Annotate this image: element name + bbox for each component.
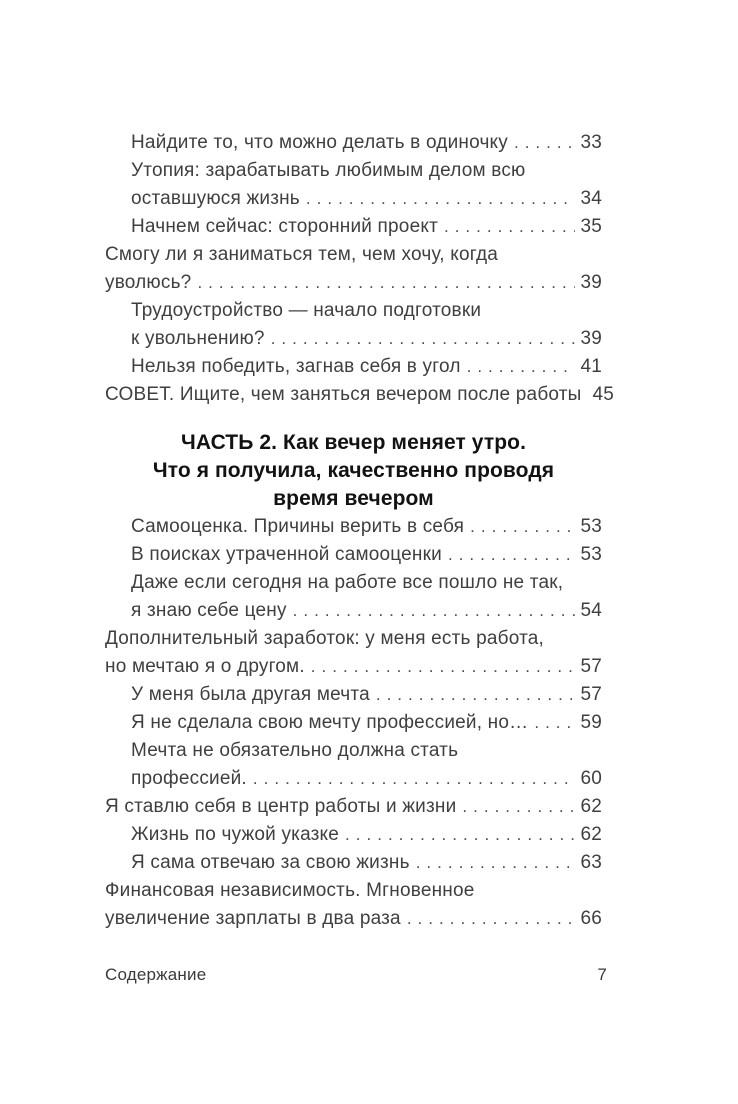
toc-entry-line: [105, 569, 602, 597]
toc-entry-text: Даже если сегодня на работе все пошло не так,: [131, 572, 564, 593]
part-2-heading: [105, 429, 602, 513]
toc-entry-line: [105, 213, 602, 241]
dot-leader: [376, 681, 576, 709]
part-heading-line: Что я получила, качественно проводя: [152, 459, 555, 482]
toc-entry-line: [105, 269, 602, 297]
toc-page-number: 34: [580, 188, 602, 209]
toc-entry-line: [105, 513, 602, 541]
toc-entry-line: [105, 597, 602, 625]
toc-section-1: [105, 129, 615, 409]
toc-entry-line: [105, 681, 602, 709]
dot-leader: [271, 325, 576, 353]
dot-leader: [197, 269, 575, 297]
page-number: 7: [597, 965, 607, 984]
toc-entry-text: В поисках утраченной самооценки: [131, 544, 442, 565]
dot-leader: [345, 821, 575, 849]
toc-entry-text: уволюсь?: [105, 272, 192, 293]
toc-page-number: 59: [580, 712, 602, 733]
toc-page-number: 53: [580, 544, 602, 565]
dot-leader: [470, 513, 575, 541]
toc-entry-line: [105, 157, 602, 185]
toc-page-number: 60: [580, 768, 602, 789]
toc-entry-text: У меня была другая мечта: [131, 684, 370, 705]
toc-entry-line: [105, 241, 602, 269]
toc-entry-line: [105, 793, 602, 821]
toc-entry-line: [105, 653, 602, 681]
toc-section-2: [105, 513, 602, 933]
dot-leader: [311, 653, 576, 681]
toc-entry-text: Начнем сейчас: сторонний проект: [131, 216, 438, 237]
toc-entry-text: оставшуюся жизнь: [131, 188, 300, 209]
toc-page-number: 66: [580, 908, 602, 929]
toc-entry-line: [105, 849, 602, 877]
toc-entry-text: Самооценка. Причины верить в себя: [131, 516, 465, 537]
toc-entry-text: Мечта не обязательно должна стать: [131, 740, 459, 761]
toc-entry-text: Дополнительный заработок: у меня есть работа,: [105, 628, 545, 649]
toc-entry-line: [105, 765, 602, 793]
toc-entry-line: [105, 353, 602, 381]
dot-leader: [514, 129, 575, 157]
toc-page-number: 35: [580, 216, 602, 237]
dot-leader: [448, 541, 576, 569]
toc-entry-line: [105, 821, 602, 849]
toc-page-number: 33: [580, 132, 602, 153]
part-heading-line: ЧАСТЬ 2. Как вечер меняет утро.: [180, 431, 527, 454]
dot-leader: [534, 709, 575, 737]
toc-entry-text: Жизнь по чужой указке: [131, 824, 340, 845]
toc-entry-line: [105, 737, 602, 765]
toc-entry-text: Найдите то, что можно делать в одиночку: [131, 132, 508, 153]
toc-page-number: 62: [580, 824, 602, 845]
dot-leader: [293, 597, 576, 625]
toc-entry-line: [105, 297, 602, 325]
dot-leader: [444, 213, 575, 241]
toc-entry-text: к увольнению?: [131, 328, 265, 349]
dot-leader: [306, 185, 576, 213]
dot-leader: [407, 905, 576, 933]
toc-entry-text: Финансовая независимость. Мгновенное: [105, 880, 475, 901]
toc-page-number: 57: [580, 656, 602, 677]
toc-entry-text: Я сама отвечаю за свою жизнь: [131, 852, 410, 873]
toc-entry-text: Трудоустройство — начало подготовки: [131, 300, 482, 321]
toc-page-number: 53: [580, 516, 602, 537]
toc-page-number: 45: [592, 384, 615, 405]
toc-page-number: 54: [580, 600, 602, 621]
toc-entry-line: [105, 877, 602, 905]
toc-page-number: 57: [580, 684, 602, 705]
toc-page-number: 63: [580, 852, 602, 873]
toc-entry-line: [105, 325, 602, 353]
toc-entry-text: я знаю себе цену: [131, 600, 287, 621]
toc-entry-line: [105, 129, 602, 157]
toc-entry-line: [105, 541, 602, 569]
running-title: Содержание: [105, 965, 207, 984]
dot-leader: [416, 849, 576, 877]
toc-entry-line: [105, 381, 615, 409]
dot-leader: [467, 353, 576, 381]
toc-page-number: 62: [580, 796, 602, 817]
toc-entry-text: увеличение зарплаты в два раза: [105, 908, 401, 929]
toc-entry-text: Смогу ли я заниматься тем, чем хочу, когда: [105, 244, 499, 265]
dot-leader: [253, 765, 576, 793]
toc-entry-text: профессией.: [131, 768, 247, 789]
part-heading-line: время вечером: [273, 487, 434, 510]
toc-entry-line: [105, 185, 602, 213]
toc-entry-text: Я не сделала свою мечту профессией, но…: [131, 712, 529, 733]
toc-page-number: 39: [580, 328, 602, 349]
toc-entry-text: но мечтаю я о другом.: [105, 656, 305, 677]
toc-entry-text: Я ставлю себя в центр работы и жизни: [105, 796, 457, 817]
toc-entry-line: [105, 709, 602, 737]
toc-entry-text: Утопия: зарабатывать любимым делом всю: [131, 160, 526, 181]
toc-entry-text: СОВЕТ. Ищите, чем заняться вечером после работы: [105, 384, 582, 405]
dot-leader: [462, 793, 575, 821]
toc-entry-text: Нельзя победить, загнав себя в угол: [131, 356, 461, 377]
toc-page-number: 41: [580, 356, 602, 377]
table-of-contents: [105, 129, 615, 933]
toc-entry-line: [105, 625, 602, 653]
toc-entry-line: [105, 905, 602, 933]
page-footer: [105, 963, 607, 987]
toc-page-number: 39: [580, 272, 602, 293]
